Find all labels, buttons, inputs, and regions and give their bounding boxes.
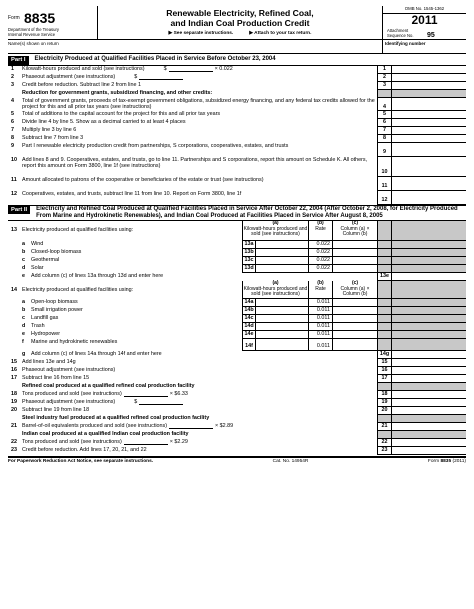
line-3: 3 Credit before reduction. Subtract line 2 from line 1 3 <box>8 82 466 90</box>
line-13c <box>8 257 466 265</box>
line2-input[interactable] <box>139 75 183 80</box>
column-c-amount[interactable] <box>332 257 377 265</box>
name-row <box>8 40 466 54</box>
sub-letter: b <box>22 307 26 314</box>
kwh-input[interactable] <box>256 339 308 351</box>
line6-amount[interactable] <box>391 119 466 127</box>
reduction-heading: Reduction for government grants, subsidized financing, and other credits: <box>8 90 466 98</box>
rate-value: 0.011 <box>308 307 332 315</box>
source-label: Landfill gas <box>31 315 59 322</box>
line2-amount[interactable] <box>391 74 466 82</box>
line7-amount[interactable] <box>391 127 466 135</box>
indian-coal-heading: Indian coal produced at a qualified Indian coal production facility <box>8 431 466 439</box>
rate-value: 0.011 <box>308 315 332 323</box>
line12-amount[interactable] <box>391 191 466 205</box>
sub-letter: e <box>22 331 25 338</box>
form-title-line1: Renewable Electricity, Refined Coal, <box>166 8 314 18</box>
line21-input[interactable] <box>169 424 213 429</box>
line13e-amount[interactable] <box>391 273 466 281</box>
line-box-label: 14b <box>242 307 256 315</box>
line-14-header: 14 Electricity produced at qualified facilities using: (a) Kilowatt-hours produced and sold (see instructions) (b) Rate (c) Column (a) × Column (b) <box>8 281 466 299</box>
line-16: 16 Phaseout adjustment (see instructions) 16 <box>8 367 466 375</box>
sub-letter: c <box>22 315 25 322</box>
department-block <box>8 28 59 37</box>
line19-input[interactable] <box>139 400 183 405</box>
line9-amount[interactable] <box>391 143 466 157</box>
line-14a <box>8 299 466 307</box>
line17-amount[interactable] <box>391 375 466 383</box>
sub-letter: f <box>22 339 24 346</box>
column-c-amount[interactable] <box>332 241 377 249</box>
line-23: 23 Credit before reduction. Add lines 17, 20, 21, and 22 23 <box>8 447 466 455</box>
source-label: Trash <box>31 323 45 330</box>
line4-amount[interactable] <box>391 98 466 111</box>
col-b-header: (b) Rate <box>308 221 332 241</box>
line-14d <box>8 323 466 331</box>
line-box-label: 14c <box>242 315 256 323</box>
part2-tag: Part II <box>8 206 30 215</box>
source-label: Small irrigation power <box>31 307 83 314</box>
line-19: 19 Phaseout adjustment (see instructions) $ 19 <box>8 399 466 407</box>
line-box-label: 14a <box>242 299 256 307</box>
form-id-block <box>8 6 98 39</box>
line-8: 8 Subtract line 7 from line 3 8 <box>8 135 466 143</box>
line-17: 17 Subtract line 16 from line 15 17 <box>8 375 466 383</box>
col-c-header-14: (c) Column (a) × Column (b) <box>332 281 377 299</box>
sub-letter: a <box>22 241 25 248</box>
line22-input[interactable] <box>124 440 168 445</box>
source-label: Closed-loop biomass <box>31 249 82 256</box>
footer-form-id: Form 8835 (2011) <box>427 459 466 465</box>
kwh-input[interactable] <box>256 323 308 331</box>
line22-amount[interactable] <box>391 439 466 447</box>
line-14-items <box>8 299 466 351</box>
line5-amount[interactable] <box>391 111 466 119</box>
omb-number: OMB No. 1545-1362 <box>383 7 466 14</box>
sub-letter: b <box>22 249 26 256</box>
column-c-amount[interactable] <box>332 331 377 339</box>
source-label: Open-loop biomass <box>31 299 78 306</box>
rate-value: 0.022 <box>308 257 332 265</box>
kwh-input[interactable] <box>256 265 308 273</box>
col-a-header: (a) Kilowatt-hours produced and sold (see instructions) <box>242 221 308 241</box>
sequence-number: 95 <box>427 32 435 39</box>
form-word: Form <box>8 15 20 21</box>
attach-note: ▶ Attach to your tax return. <box>249 30 312 36</box>
sub-letter: d <box>22 265 26 272</box>
line-14b <box>8 307 466 315</box>
line14g-amount[interactable] <box>391 351 466 359</box>
refined-coal-heading: Refined coal produced at a qualified refined coal production facility <box>8 383 466 391</box>
line21-amount[interactable] <box>391 423 466 431</box>
line10-amount[interactable] <box>391 157 466 177</box>
line23-amount[interactable] <box>391 447 466 455</box>
source-label: Wind <box>31 241 44 248</box>
line-15: 15 Add lines 13e and 14g 15 <box>8 359 466 367</box>
line15-amount[interactable] <box>391 359 466 367</box>
omb-block <box>382 6 466 39</box>
source-label: Solar <box>31 265 44 272</box>
kwh-input[interactable] <box>256 331 308 339</box>
tax-year: 2011 <box>411 13 438 27</box>
line-14g: g Add column (c) of lines 14a through 14f and enter here 14g <box>8 351 466 359</box>
line1-amount[interactable] <box>391 66 466 74</box>
line-4: 4 Total of government grants, proceeds of tax-exempt government obligations, subsidized energy financing, and any federal tax credits allowed for the project for this and all prior tax years (see instructions) 4 <box>8 98 466 111</box>
source-label: Geothermal <box>31 257 60 264</box>
line18-amount[interactable] <box>391 391 466 399</box>
instructions-line <box>98 31 382 37</box>
sub-letter: c <box>22 257 25 264</box>
line-11: 11 Amount allocated to patrons of the cooperative or beneficiaries of the estate or trust (see instructions) 11 <box>8 177 466 191</box>
line16-amount[interactable] <box>391 367 466 375</box>
line-box-label: 14f <box>242 339 256 351</box>
line-7: 7 Multiply line 3 by line 6 7 <box>8 127 466 135</box>
name-field[interactable]: Name(s) shown on return <box>8 41 59 46</box>
line-2: 2 Phaseout adjustment (see instructions) $ 2 <box>8 74 466 82</box>
line8-amount[interactable] <box>391 135 466 143</box>
line-box-label: 14d <box>242 323 256 331</box>
rate-value: 0.022 <box>308 265 332 273</box>
column-c-amount[interactable] <box>332 307 377 315</box>
kwh-input[interactable] <box>256 257 308 265</box>
line-13-header: 13 Electricity produced at qualified facilities using: (a) Kilowatt-hours produced and sold (see instructions) (b) Rate (c) Column (a) × Column (b) <box>8 221 466 241</box>
department-name: Department of the Treasury <box>8 27 59 32</box>
line-12: 12 Cooperatives, estates, and trusts, subtract line 11 from line 10. Report on Form 3800, line 1f 12 <box>8 191 466 205</box>
rate-value: 0.011 <box>308 331 332 339</box>
part1-header <box>8 56 466 66</box>
catalog-number: Cat. No. 14954R <box>272 459 309 465</box>
line-box-label: 13d <box>242 265 256 273</box>
line1-input[interactable] <box>169 67 213 72</box>
kwh-input[interactable] <box>256 315 308 323</box>
rate-value: 0.022 <box>308 249 332 257</box>
rate-value: 0.011 <box>308 299 332 307</box>
line-14f <box>8 339 466 351</box>
col-c-header: (c) Column (a) × Column (b) <box>332 221 377 241</box>
kwh-input[interactable] <box>256 249 308 257</box>
form-title-line2: and Indian Coal Production Credit <box>170 18 310 29</box>
line-13e: e Add column (c) of lines 13a through 13d and enter here 13e <box>8 273 466 281</box>
line-14e <box>8 331 466 339</box>
title-block <box>98 6 382 39</box>
form-footer <box>8 456 466 465</box>
source-label: Marine and hydrokinetic renewables <box>31 339 118 346</box>
part2-title: Electricity and Refined Coal Produced at Qualified Facilities Placed in Service After October 22, 2004 (After October 2, 2008, for Electricity Produced From Marine and Hydrokinetic Renewables), and Indian Coal Produced at Facilities Placed in Service After August 8, 2005 <box>36 205 458 219</box>
line-box-label: 13c <box>242 257 256 265</box>
line-18: 18 Tons produced and sold (see instructions) × $6.33 18 <box>8 391 466 399</box>
column-c-amount[interactable] <box>332 249 377 257</box>
line-5: 5 Total of additions to the capital account for the project for this and all prior tax years 5 <box>8 111 466 119</box>
line-6: 6 Divide line 4 by line 5. Show as a decimal carried to at least 4 places 6 <box>8 119 466 127</box>
column-c-amount[interactable] <box>332 323 377 331</box>
line-box-label: 13b <box>242 249 256 257</box>
attachment-label: Attachment Sequence No. <box>387 28 414 38</box>
part2-header <box>8 205 466 221</box>
sub-letter: d <box>22 323 26 330</box>
line11-amount[interactable] <box>391 177 466 191</box>
line-13a <box>8 241 466 249</box>
line-22: 22 Tons produced and sold (see instructions) × $2.29 22 <box>8 439 466 447</box>
part1-title: Electricity Produced at Qualified Facilities Placed in Service Before October 23, 2004 <box>34 56 276 62</box>
col-b-header-14: (b) Rate <box>308 281 332 299</box>
rate-value: 0.011 <box>308 339 332 351</box>
rate-value: 0.022 <box>308 241 332 249</box>
line20-amount[interactable] <box>391 407 466 415</box>
line-box-label: 14e <box>242 331 256 339</box>
steel-fuel-heading: Steel industry fuel produced at a qualified refined coal production facility <box>8 415 466 423</box>
kwh-input[interactable] <box>256 307 308 315</box>
line-21: 21 Barrel-of-oil equivalents produced and sold (see instructions) × $2.89 21 <box>8 423 466 431</box>
line-box-label: 13a <box>242 241 256 249</box>
line18-input[interactable] <box>124 392 168 397</box>
column-c-amount[interactable] <box>332 315 377 323</box>
part1-tag: Part I <box>8 56 29 65</box>
line-13-items <box>8 241 466 273</box>
line-13b <box>8 249 466 257</box>
kwh-input[interactable] <box>256 241 308 249</box>
line-1: 1 Kilowatt-hours produced and sold (see instructions) $ × 0.022 1 <box>8 66 466 74</box>
sub-letter: a <box>22 299 25 306</box>
paperwork-notice: For Paperwork Reduction Act Notice, see separate instructions. <box>8 459 154 465</box>
line-10: 10 Add lines 8 and 9. Cooperatives, estates, and trusts, go to line 11. Partnerships and S corporations, report this amount on Schedule K. All others, report this amount on Form 3800, line 1f (see instructions) 10 <box>8 157 466 177</box>
identifying-number-field[interactable]: Identifying number <box>382 40 466 53</box>
kwh-input[interactable] <box>256 299 308 307</box>
see-instructions: ▶ See separate instructions. <box>168 30 234 36</box>
line-9: 9 Part I renewable electricity production credit from partnerships, S corporations, cooperatives, estates, and trusts 9 <box>8 143 466 157</box>
line-14c <box>8 315 466 323</box>
form-header <box>8 6 466 40</box>
line3-amount[interactable] <box>391 82 466 90</box>
column-c-amount[interactable] <box>332 299 377 307</box>
rate-value: 0.011 <box>308 323 332 331</box>
line-13d <box>8 265 466 273</box>
column-c-amount[interactable] <box>332 265 377 273</box>
col-a-header-14: (a) Kilowatt-hours produced and sold (see instructions) <box>243 280 308 298</box>
source-label: Hydropower <box>31 331 61 338</box>
irs-name: Internal Revenue Service <box>8 31 56 37</box>
form-number: 8835 <box>24 10 56 26</box>
column-c-amount[interactable] <box>332 339 377 351</box>
line-20: 20 Subtract line 19 from line 18 20 <box>8 407 466 415</box>
line19-amount[interactable] <box>391 399 466 407</box>
